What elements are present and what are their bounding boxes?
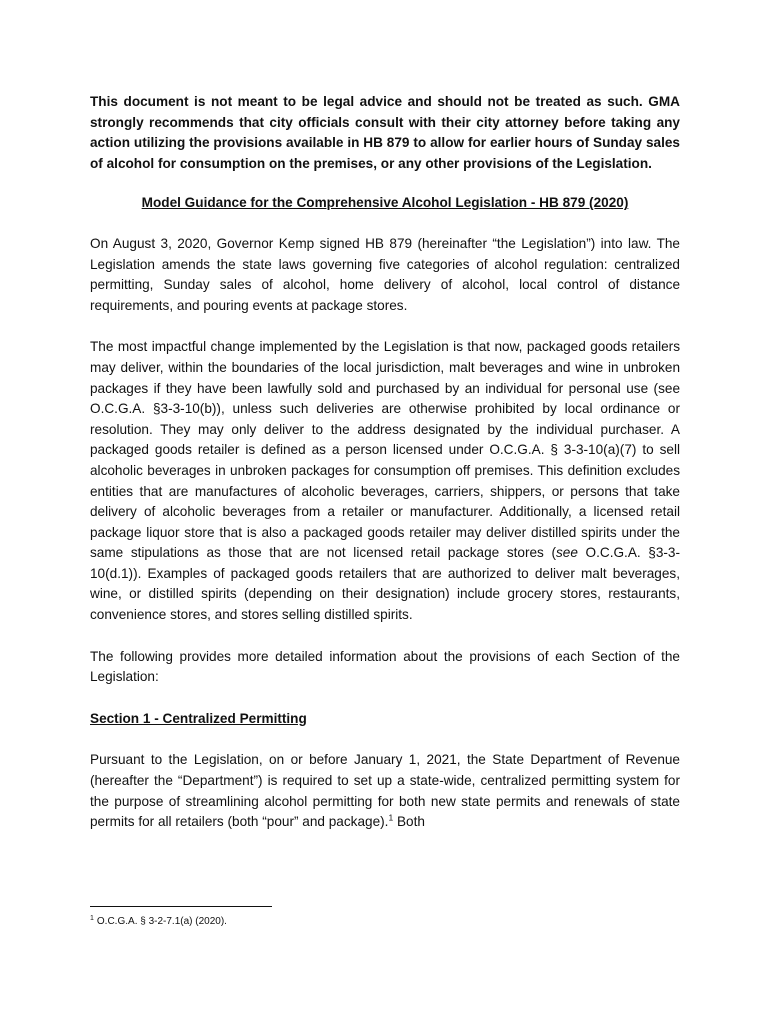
footnote-text: O.C.G.A. § 3-2-7.1(a) (2020). bbox=[96, 916, 227, 927]
section-1-text-2: Both bbox=[393, 814, 425, 830]
impact-paragraph-text-2: O.C.G.A. §3-3-10(d.1)). Examples of packaged goods retailers that are authorized to deliver malt beverages, wine, or distilled spirits (depending on their designation) include grocery stores, restaurants, convenience stores, and stores selling distilled spirits. bbox=[90, 545, 680, 623]
section-1-paragraph bbox=[90, 750, 680, 832]
impact-paragraph-text-1: The most impactful change implemented by the Legislation is that now, packaged goods retailers may deliver, within the boundaries of the local jurisdiction, malt beverages and wine in unbroken packages if they have been lawfully sold and purchased by an individual for personal use (see O.C.G.A. §3-3-10(b)), unless such deliveries are otherwise prohibited by local ordinance or resolution. They may only deliver to the address designated by the individual purchaser. A packaged goods retailer is defined as a person licensed under O.C.G.A. § 3-3-10(a)(7) to sell alcoholic beverages in unbroken packages for consumption off premises. This definition excludes entities that are manufactures of alcoholic beverages, carriers, shippers, or persons that take delivery of alcoholic beverages from a retailer or manufacturer. Additionally, a licensed retail package liquor store that is also a packaged goods retailer may deliver distilled spirits under the same stipulations as those that are not licensed retail package stores ( bbox=[90, 339, 680, 561]
document-body bbox=[90, 92, 680, 854]
following-paragraph: The following provides more detailed information about the provisions of each Section of the Legislation: bbox=[90, 648, 680, 685]
document-title: Model Guidance for the Comprehensive Alcohol Legislation - HB 879 (2020) bbox=[141, 195, 629, 211]
see-italic: see bbox=[556, 545, 578, 561]
intro-paragraph: On August 3, 2020, Governor Kemp signed HB 879 (hereinafter “the Legislation”) into law. The Legislation amends the state laws governing five categories of alcohol regulation: centralized permitting, Sunday sales of alcohol, home delivery of alcohol, local control of distance requirements, and pouring events at package stores. bbox=[90, 235, 680, 313]
footnote-number: 1 bbox=[90, 914, 94, 922]
section-1-heading: Section 1 - Centralized Permitting bbox=[90, 710, 307, 726]
section-1-text-1: Pursuant to the Legislation, on or before January 1, 2021, the State Department of Revenue (hereafter the “Department”) is required to set up a state-wide, centralized permitting system for the purpose of streamlining alcohol permitting for both new state permits and renewals of state permits for all retailers (both “pour” and package). bbox=[90, 752, 680, 830]
footnote-divider bbox=[90, 906, 272, 907]
impact-paragraph bbox=[90, 337, 680, 625]
legal-disclaimer: This document is not meant to be legal advice and should not be treated as such. GMA strongly recommends that city officials consult with their city attorney before taking any action utilizing the provisions available in HB 879 to allow for earlier hours of Sunday sales of alcohol for consumption on the premises, or any other provisions of the Legislation. bbox=[90, 94, 680, 171]
footnote-reference[interactable]: 1 bbox=[388, 812, 394, 823]
footnote bbox=[90, 915, 680, 929]
